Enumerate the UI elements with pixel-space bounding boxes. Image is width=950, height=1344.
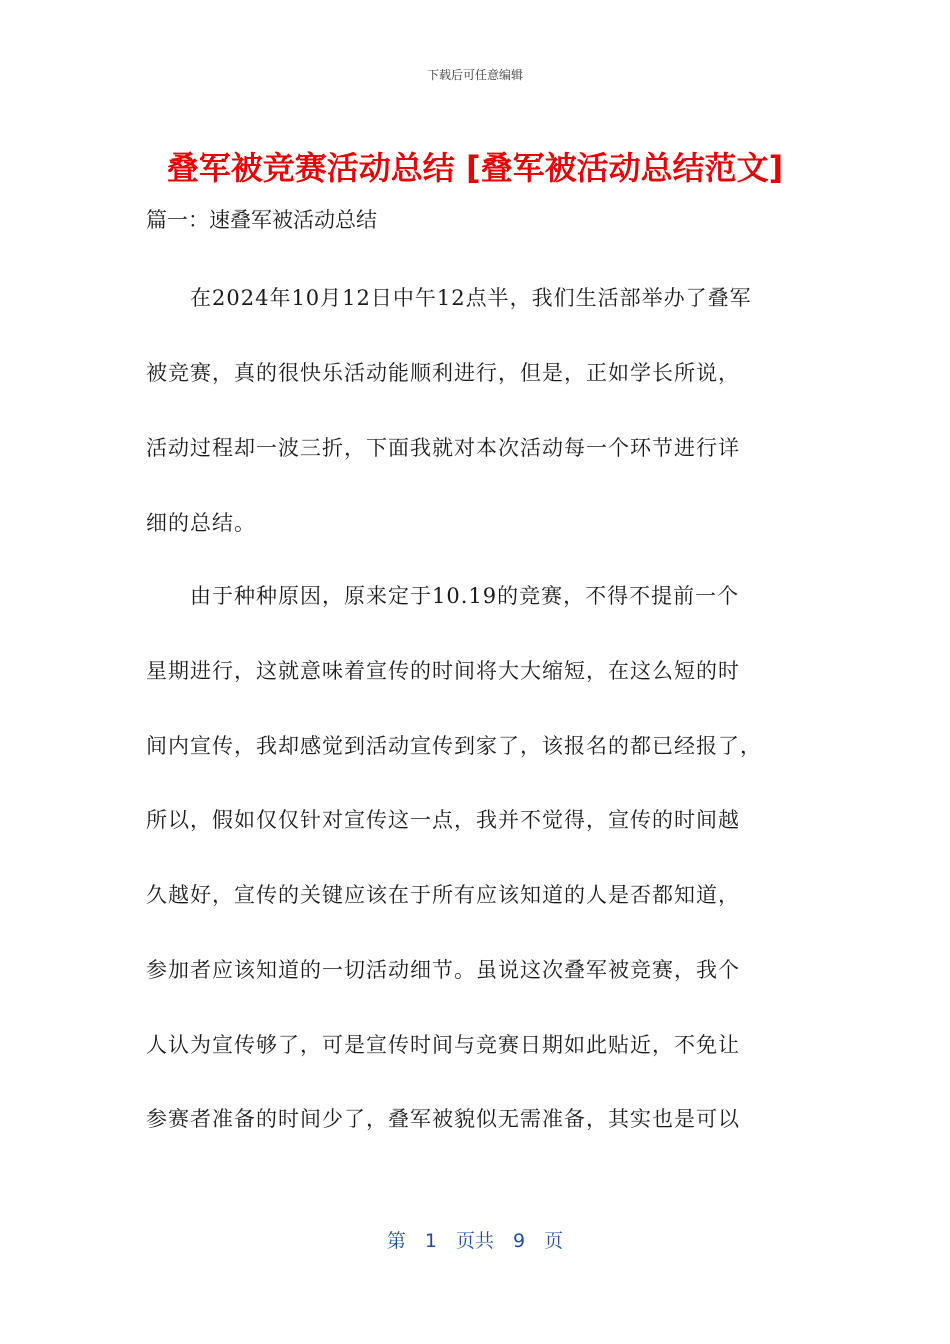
body-line: 细的总结。	[146, 511, 256, 535]
body-line: 间内宣传，我却感觉到活动宣传到家了，该报名的都已经报了，	[146, 734, 762, 758]
body-line: 所以，假如仅仅针对宣传这一点，我并不觉得，宣传的时间越	[146, 808, 740, 832]
body-line: 活动过程却一波三折，下面我就对本次活动每一个环节进行详	[146, 436, 740, 460]
body-line: 参赛者准备的时间少了，叠军被貌似无需准备，其实也是可以	[146, 1107, 740, 1131]
body-line: 在2024年10月12日中午12点半，我们生活部举办了叠军	[146, 286, 752, 310]
body-line: 星期进行，这就意味着宣传的时间将大大缩短，在这么短的时	[146, 659, 740, 683]
body-line: 被竞赛，真的很快乐活动能顺利进行，但是，正如学长所说，	[146, 361, 740, 385]
section-heading: 篇一：速叠军被活动总结	[146, 208, 377, 232]
body-line: 人认为宣传够了，可是宣传时间与竞赛日期如此贴近，不免让	[146, 1033, 740, 1057]
page-footer: 第 1 页共 9 页	[386, 1230, 564, 1252]
body-line: 由于种种原因，原来定于10.19的竞赛，不得不提前一个	[146, 584, 740, 608]
body-line: 参加者应该知道的一切活动细节。虽说这次叠军被竞赛，我个	[146, 958, 740, 982]
document-title: 叠军被竞赛活动总结 [叠军被活动总结范文]	[166, 149, 784, 187]
header-note: 下载后可任意编辑	[426, 68, 523, 82]
body-line: 久越好，宣传的关键应该在于所有应该知道的人是否都知道，	[146, 883, 740, 907]
